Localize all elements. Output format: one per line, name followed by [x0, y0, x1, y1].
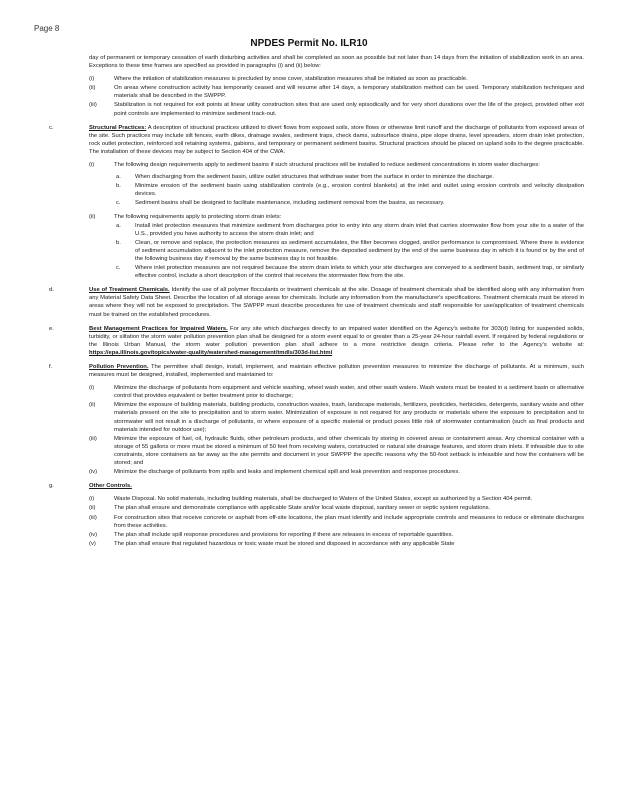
page-title: NPDES Permit No. ILR10: [250, 38, 368, 49]
item-label: (i): [89, 162, 95, 169]
section-heading: Use of Treatment Chemicals.: [89, 287, 170, 294]
sub-item: [34, 239, 584, 263]
section-e-paragraph: [89, 325, 584, 357]
list-item: [34, 540, 584, 548]
intro-item-label: (iii): [89, 102, 97, 109]
section-d-paragraph: [89, 286, 584, 318]
sub-item-text: Minimize erosion of the sediment basin using stabilization controls (e.g., erosion control blankets) at the inlet and outlet using erosion controls and velocity dissipation devices.: [135, 183, 584, 198]
section-c-paragraph: [89, 124, 584, 156]
item-label: (iv): [89, 469, 98, 476]
sub-item-text: Clean, or remove and replace, the protection measures as sediment accumulates, the filter becomes clogged, and/or performance is compromised. Where there is evidence of sediment accumulation adjacent to the inlet protection measure, remove the deposited sediment by the end of the same business day in which it is found or by the end of the following business day if removal by the same business day is not feasible.: [135, 239, 584, 262]
sub-item-label: b.: [116, 183, 121, 190]
item-label: (i): [89, 496, 95, 503]
sub-item: [34, 199, 584, 207]
sub-item-label: a.: [116, 174, 121, 181]
section-f: [34, 363, 584, 379]
item-text: The plan shall include spill response procedures and provisions for reporting if there are releases in excess of reportable quantities.: [114, 531, 454, 538]
sub-item: [34, 264, 584, 280]
section-g-paragraph: [89, 482, 584, 490]
list-item: [34, 401, 584, 433]
item-label: (v): [89, 540, 96, 547]
item-label: (iii): [89, 435, 97, 442]
section-c: [34, 124, 584, 156]
item-text: Minimize the discharge of pollutants from equipment and vehicle washing, wheel wash water, and other wash waters. Wash waters must be treated in a sediment basin or alternative control that provides equivalent or better treatment prior to discharge;: [114, 385, 584, 400]
intro-item: [34, 75, 584, 83]
impaired-waters-link[interactable]: https://epa.illinois.gov/topics/water-quality/watershed-management/tmdls/303d-list.html: [89, 349, 333, 356]
sub-item-text: When discharging from the sediment basin, utilize outlet structures that withdraw water from the surface in order to minimize the discharge.: [135, 174, 494, 181]
sub-item-label: a.: [116, 222, 121, 229]
section-heading: Pollution Prevention.: [89, 364, 149, 370]
section-body: The permittee shall design, install, implement, and maintain effective pollution prevention measures to minimize the discharge of pollutants. At a minimum, such measures must be designed, installed, implemented and maintained to:: [89, 364, 584, 379]
item-label: (iii): [89, 514, 97, 521]
section-d: [34, 286, 584, 318]
item-label: (i): [89, 385, 95, 392]
sub-item: [34, 173, 584, 181]
list-item: [34, 161, 584, 169]
section-heading: Best Management Practices for Impaired Waters.: [89, 325, 228, 332]
intro-item: [34, 101, 584, 117]
item-text: The plan shall ensure and demonstrate compliance with applicable State and/or local waste disposal, sanitary sewer or septic system regulations.: [114, 505, 491, 512]
section-heading: Structural Practices:: [89, 124, 147, 131]
item-text: Minimize the exposure of building materials, building products, construction wastes, trash, landscape materials, fertilizers, pesticides, herbicides, detergents, sanitary waste and other materials present on the site to precipitation and to storm water. Minimization of exposure is not required for any products or materials where the exposure to precipitation and to stormwater will not result in a discharge of pollutants, or where exposure of a specific material or product poses little risk of stormwater contamination (such as final products and materials intended for outdoor use);: [114, 402, 584, 433]
item-text: Waste Disposal. No solid materials, including building materials, shall be discharged to Waters of the United States, except as authorized by a Section 404 permit.: [114, 496, 533, 503]
section-label: f.: [49, 364, 53, 370]
section-f-paragraph: [89, 363, 584, 379]
sub-item-text: Where inlet protection measures are not required because the storm drain inlets to which your site discharges are conveyed to a sediment basin, sediment trap, or similarly effective control, include a short description of the control that receives the stormwater flow from the site.: [135, 265, 584, 280]
list-item: [34, 213, 584, 221]
section-label: e.: [49, 325, 54, 332]
list-item: [34, 504, 584, 512]
intro-item: [34, 84, 584, 100]
item-label: (ii): [89, 402, 96, 409]
section-body: Identify the use of all polymer flocculants or treatment chemicals at the site. Dosage of treatment chemicals shall be identified along with any information from any Material Safety Data Sheet. Describe the location of all storage areas for chemicals. Include any information from the manufacturer's specifications. Treatment chemicals must be stored in areas where they will not be exposed to precipitation. The SWPPP must describe procedures for use of treatment chemicals and staff responsible for use/application of treatment chemicals must be trained on the established procedures.: [89, 287, 584, 318]
list-item: [34, 468, 584, 476]
section-body: A description of structural practices utilized to divert flows from exposed soils, store flows or otherwise limit runoff and the discharge of pollutants from exposed areas of the site. Such practices may include silt fences, earth dikes, drainage swales, sediment traps, check dams, subsurface drains, pipe slope drains, level spreaders, storm drain inlet protection, rock outlet protection, reinforced soil retaining systems, gabions, and temporary or permanent sediment basins. Structural practices should be placed on upland soils to the degree practicable. The installation of these devices may be subject to Section 404 of the CWA.: [89, 124, 584, 155]
section-label: d.: [49, 287, 54, 294]
item-text: The following requirements apply to protecting storm drain inlets:: [114, 213, 282, 220]
list-item: [34, 384, 584, 400]
intro-paragraph: day of permanent or temporary cessation of earth disturbing activities and shall be completed as soon as possible but not later than 14 days from the initiation of stabilization work in an area. Exceptions to these time frames are specified as provided in paragraphs (i) and (ii) below:: [89, 55, 584, 70]
sub-item: [34, 222, 584, 238]
intro-item-text: Where the initiation of stabilization measures is precluded by snow cover, stabilization measures shall be initiated as soon as practicable.: [114, 76, 468, 83]
document-body: [34, 54, 584, 548]
item-text: Minimize the discharge of pollutants from spills and leaks and implement chemical spill and leak prevention and response procedures.: [114, 469, 460, 476]
list-item: [34, 435, 584, 467]
list-item: [34, 495, 584, 503]
section-g: [34, 482, 584, 490]
sub-item-label: b.: [116, 239, 121, 246]
item-label: (iv): [89, 531, 98, 538]
section-heading: Other Controls.: [89, 483, 132, 490]
list-item: [34, 514, 584, 530]
item-label: (ii): [89, 505, 96, 512]
item-text: For construction sites that receive concrete or asphalt from off-site locations, the plan must identify and include appropriate controls and measures to reduce or eliminate discharges from these activities.: [114, 514, 584, 529]
item-text: Minimize the exposure of fuel, oil, hydraulic fluids, other petroleum products, and other chemicals by storing in covered areas or containment areas. Any chemical container with a storage of 55 gallons or more must be stored a minimum of 50 feet from receiving waters, constructed or natural site drainage features, and storm drain inlets. If infeasible due to site constraints, store containers as far away as the site permits and document in your SWPPP the specific reasons why the 50-foot setback is infeasible and how the containers will be stored; and: [114, 435, 584, 467]
item-text: The following design requirements apply to sediment basins if such structural practices will be installed to reduce sediment concentrations in storm water discharges:: [114, 162, 540, 169]
section-e: [34, 325, 584, 357]
page-number: Page 8: [34, 24, 60, 33]
item-label: (ii): [89, 213, 96, 220]
section-body: For any site which discharges directly to an impaired water identified on the Agency's website for 303(d) listing for suspended solids, turbidity, or siltation the storm water pollution prevention plan shall be designed for a storm event equal to or greater than a 25-year 24-hour rainfall event. If required by federal regulations or the Illinois Urban Manual, the storm water pollution prevention plan shall adhere to a more restrictive design criteria. Please refer to the Agency's website at:: [89, 325, 584, 348]
intro-item-label: (ii): [89, 85, 96, 92]
intro-item-text: On areas where construction activity has temporarily ceased and will resume after 14 days, a temporary stabilization method can be used. Temporary stabilization techniques and materials shall be described in the SWPPP.: [114, 85, 584, 100]
sub-item-text: Sediment basins shall be designed to facilitate maintenance, including sediment removal from the basins, as necessary.: [135, 200, 445, 207]
intro-item-label: (i): [89, 76, 95, 83]
sub-item-text: Install inlet protection measures that minimize sediment from discharges prior to entry into any storm drain inlet that carries stormwater flow from your site to a water of the U.S., provided you have authority to access the storm drain inlet; and: [135, 222, 584, 237]
intro-item-text: Stabilization is not required for exit points at linear utility construction sites that are used only episodically and for very short durations over the life of the project, provided other exit point controls are implemented to minimize sediment track-out.: [114, 102, 584, 117]
sub-item: [34, 182, 584, 198]
section-label: c.: [49, 124, 54, 131]
section-label: g.: [49, 483, 54, 490]
sub-item-label: c.: [116, 200, 121, 207]
sub-item-label: c.: [116, 265, 121, 272]
list-item: [34, 531, 584, 539]
item-text: The plan shall ensure that regulated hazardous or toxic waste must be stored and disposed in accordance with any applicable State: [114, 540, 455, 547]
